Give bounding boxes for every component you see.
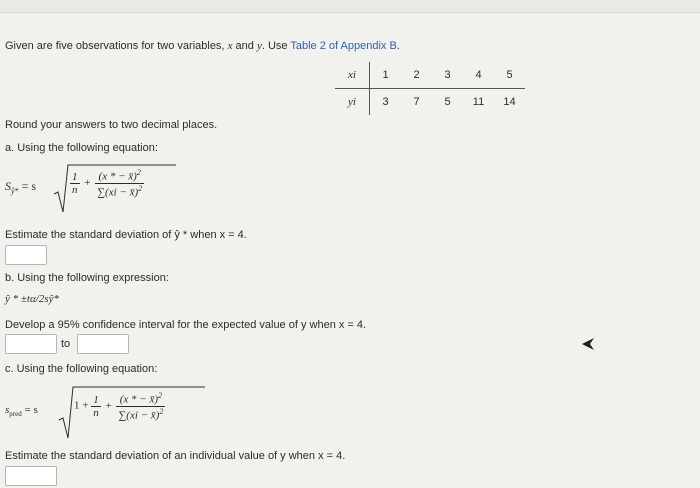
frac-den: n <box>93 406 99 419</box>
intro-and: and <box>235 40 254 52</box>
part-c-question: Estimate the standard deviation of an individual value of y when x = 4. <box>5 450 346 462</box>
lhs-symbol: S <box>5 179 11 193</box>
answer-b-lower-input[interactable] <box>5 334 57 354</box>
y-value: 5 <box>444 96 451 108</box>
fraction-deviation <box>116 391 165 421</box>
y-value: 14 <box>503 96 516 108</box>
den-text: ∑(xi − x̄) <box>97 186 139 199</box>
y-value: 11 <box>472 96 485 108</box>
frac-num <box>95 168 144 183</box>
part-c-lhs <box>5 404 38 418</box>
part-a-heading: a. Using the following equation: <box>5 142 158 154</box>
den-exp: 2 <box>159 406 164 416</box>
part-c-heading: c. Using the following equation: <box>5 363 158 375</box>
round-note: Round your answers to two decimal places. <box>5 119 218 131</box>
plus-sign: + <box>105 399 112 412</box>
num-text: (x * − x̄) <box>119 393 159 406</box>
lhs-subscript: ŷ* <box>11 186 19 196</box>
intro-part: Given are five observations for two variables, <box>5 40 225 52</box>
frac-den <box>116 406 165 422</box>
equals-s: = s <box>21 179 36 193</box>
plus-sign: + <box>84 176 91 189</box>
num-exp: 2 <box>158 391 163 400</box>
answer-c-input[interactable] <box>5 466 57 486</box>
part-a-lhs <box>5 179 36 195</box>
mouse-cursor-icon <box>582 338 596 352</box>
equals-s: = s <box>24 404 38 416</box>
frac-den <box>95 183 144 199</box>
answer-b-upper-input[interactable] <box>77 334 129 354</box>
lhs-symbol: s <box>5 404 10 416</box>
fraction-1-over-n <box>70 171 80 196</box>
part-c-radicand <box>74 391 165 421</box>
den-text: ∑(xi − x̄) <box>118 409 160 422</box>
appendix-link[interactable]: Table 2 of Appendix B <box>290 40 397 52</box>
var-x: x <box>227 40 233 52</box>
part-b-heading: b. Using the following expression: <box>5 272 169 284</box>
x-value: 1 <box>370 62 402 89</box>
frac-num: 1 <box>93 393 99 406</box>
y-label: yi <box>335 89 370 116</box>
num-exp: 2 <box>136 168 141 177</box>
frac-den: n <box>72 183 78 196</box>
answer-a-input[interactable] <box>5 245 47 265</box>
frac-num <box>116 391 165 406</box>
x-value: 3 <box>432 62 463 89</box>
part-b-question: Develop a 95% confidence interval for the expected value of y when x = 4. <box>5 319 367 331</box>
x-value: 5 <box>494 62 525 89</box>
intro-use: . Use <box>261 40 288 52</box>
intro-text <box>5 40 400 52</box>
den-exp: 2 <box>138 183 143 193</box>
part-a-radicand <box>70 168 144 198</box>
one-plus: 1 + <box>74 399 89 412</box>
intro-period: . <box>396 40 400 52</box>
fraction-1-over-n <box>91 394 101 419</box>
y-value: 7 <box>413 96 420 108</box>
y-value: 3 <box>382 96 389 108</box>
part-b-expression: ŷ * ±tα/2sŷ* <box>5 293 59 305</box>
x-value: 4 <box>463 62 494 89</box>
y-row <box>335 89 525 116</box>
x-value: 2 <box>401 62 432 89</box>
x-label: xi <box>335 62 370 89</box>
num-text: (x * − x̄) <box>98 170 137 183</box>
observations-table <box>335 62 525 115</box>
var-y: y <box>256 40 262 52</box>
x-row <box>335 62 525 89</box>
top-edge <box>0 0 700 13</box>
to-label: to <box>61 338 71 350</box>
fraction-deviation <box>95 168 144 198</box>
part-a-question: Estimate the standard deviation of ŷ * when x = 4. <box>5 229 247 241</box>
lhs-subscript: pred <box>9 410 22 419</box>
frac-num: 1 <box>72 170 78 183</box>
